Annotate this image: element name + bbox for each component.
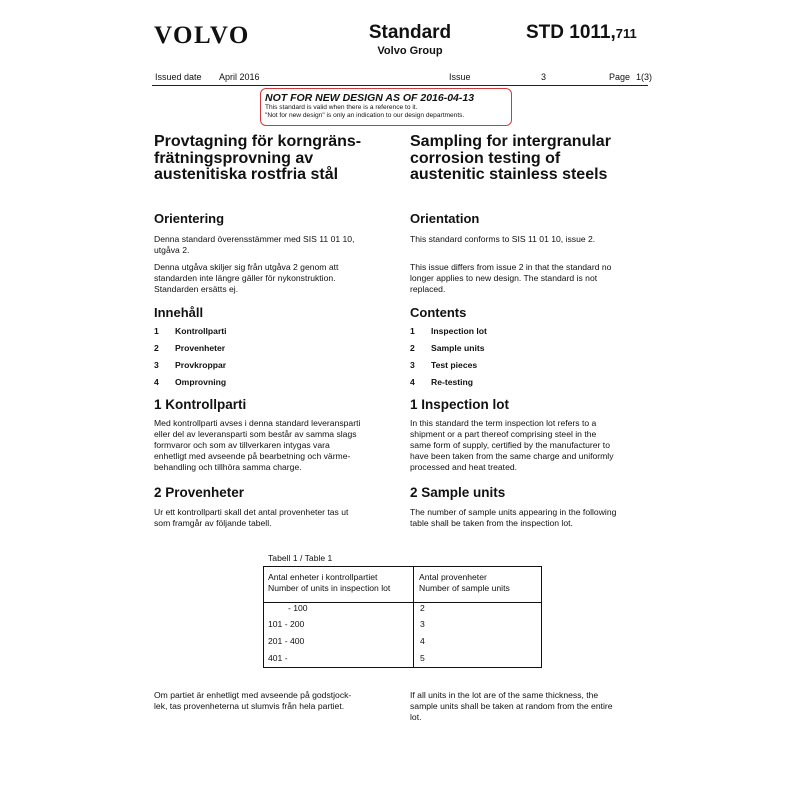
volvo-logo: VOLVO <box>154 22 250 49</box>
swedish-contents-heading: Innehåll <box>154 305 204 320</box>
document-number-suffix: 711 <box>615 26 637 41</box>
title-line: corrosion testing of <box>410 149 561 167</box>
text-line: Denna standard överensstämmer med SIS 11 01 10, <box>154 234 355 244</box>
text-line: standarden inte längre gäller för nykonstruktion. <box>154 273 336 283</box>
toc-item-test-pieces[interactable]: Test pieces <box>431 360 478 370</box>
issued-date-value: April 2016 <box>219 72 260 82</box>
text-line: same form of supply, certified by the manufacturer to <box>410 440 610 450</box>
not-for-new-design-stamp <box>260 88 512 126</box>
text-line: Om partiet är enhetligt med avseende på godstjock- <box>154 690 352 700</box>
swedish-document-title <box>154 134 394 184</box>
text-line: enhetligt med avseende på bearbetning och värme- <box>154 451 351 461</box>
swedish-orientation-paragraph-1 <box>154 234 394 256</box>
issued-date-label: Issued date <box>155 72 202 82</box>
text-line: processed and heat treated. <box>410 462 518 472</box>
table-cell-units: 4 <box>420 636 425 646</box>
text-line: Ur ett kontrollparti skall det antal provenheter tas ut <box>154 507 349 517</box>
english-contents-heading: Contents <box>410 305 467 320</box>
toc-item-provenheter[interactable]: Provenheter <box>175 343 226 353</box>
stamp-line: This standard is valid when there is a reference to it. <box>265 104 418 111</box>
stamp-line: "Not for new design" is only an indication to our design departments. <box>265 112 465 119</box>
page-label: Page <box>609 72 631 82</box>
swedish-footer-text <box>154 690 394 712</box>
english-document-title <box>410 134 650 184</box>
table-cell-range: 101 - 200 <box>268 619 305 629</box>
text-line: table shall be taken from the inspection lot. <box>410 518 573 528</box>
toc-item-sample-units[interactable]: Sample units <box>431 343 485 353</box>
toc-item-inspection-lot[interactable]: Inspection lot <box>431 326 487 336</box>
title-line: Provtagning för korngräns- <box>154 133 362 150</box>
text-line: behandling och tillhöra samma charge. <box>154 462 302 472</box>
toc-item-re-testing[interactable]: Re-testing <box>431 377 474 387</box>
text-line: lot. <box>410 712 422 722</box>
text-line: utgåva 2. <box>154 245 190 255</box>
english-orientation-heading: Orientation <box>410 211 480 226</box>
toc-number: 4 <box>410 377 415 387</box>
header-divider <box>152 85 648 86</box>
toc-number: 4 <box>154 377 159 387</box>
standard-title: Standard <box>368 22 452 43</box>
toc-number: 3 <box>154 360 159 370</box>
table-cell-units: 2 <box>420 603 425 613</box>
stamp-title: NOT FOR NEW DESIGN AS OF 2016-04-13 <box>265 92 475 104</box>
page-value: 1(3) <box>636 72 653 82</box>
toc-number: 2 <box>410 343 415 353</box>
text-line: Denna utgåva skiljer sig från utgåva 2 genom att <box>154 262 339 272</box>
english-section-2-heading: 2 Sample units <box>410 485 506 500</box>
toc-number: 1 <box>410 326 415 336</box>
title-line: austenitic stainless steels <box>410 166 608 183</box>
table-header-col1-en: Number of units in inspection lot <box>268 583 391 593</box>
document-number <box>526 22 637 44</box>
toc-number: 1 <box>154 326 159 336</box>
english-section-2-text <box>410 507 650 529</box>
toc-item-provkroppar[interactable]: Provkroppar <box>175 360 227 370</box>
text-line: have been taken from the same charge and uniformly <box>410 451 614 461</box>
swedish-orientation-paragraph-2 <box>154 262 394 295</box>
english-orientation-paragraph-2 <box>410 262 650 295</box>
text-line: lek, tas provenheterna ut slumvis från hela partiet. <box>154 701 345 711</box>
swedish-section-1-heading: 1 Kontrollparti <box>154 397 247 412</box>
swedish-section-2-heading: 2 Provenheter <box>154 485 245 500</box>
text-line: sample units shall be taken at random from the entire <box>410 701 613 711</box>
issue-value: 3 <box>541 72 547 82</box>
title-line: austenitiska rostfria stål <box>154 166 339 183</box>
text-line: eller del av leveransparti som består av samma slags <box>154 429 357 439</box>
table-header-col2-sv: Antal provenheter <box>419 572 487 582</box>
toc-number: 3 <box>410 360 415 370</box>
table-cell-range: 401 - <box>268 653 288 663</box>
english-section-1-heading: 1 Inspection lot <box>410 397 510 412</box>
toc-item-kontrollparti[interactable]: Kontrollparti <box>175 326 227 336</box>
swedish-section-2-text <box>154 507 394 529</box>
text-line: The number of sample units appearing in the following <box>410 507 617 517</box>
table-cell-range: - 100 <box>288 603 308 613</box>
english-section-1-text <box>410 418 650 473</box>
text-line: som framgår av följande tabell. <box>154 518 272 528</box>
text-line: If all units in the lot are of the same thickness, the <box>410 690 599 700</box>
swedish-orientation-heading: Orientering <box>154 211 225 226</box>
table-cell-range: 201 - 400 <box>268 636 305 646</box>
text-line: Standarden ersätts ej. <box>154 284 239 294</box>
table-header-col2-en: Number of sample units <box>419 583 510 593</box>
title-line: frätningsprovning av <box>154 149 314 167</box>
text-line: Med kontrollparti avses i denna standard leveransparti <box>154 418 361 428</box>
table-cell-units: 5 <box>420 653 425 663</box>
table-caption: Tabell 1 / Table 1 <box>268 553 333 563</box>
text-line: shipment or a part thereof comprising steel in the <box>410 429 597 439</box>
text-line: In this standard the term inspection lot refers to a <box>410 418 597 428</box>
text-line: formvaror och som av tillverkaren intygas vara <box>154 440 330 450</box>
title-line: Sampling for intergranular <box>410 133 611 150</box>
text-line: replaced. <box>410 284 446 294</box>
toc-number: 2 <box>154 343 159 353</box>
english-footer-text <box>410 690 650 723</box>
text-line: longer applies to new design. The standard is not <box>410 273 598 283</box>
table-cell-units: 3 <box>420 619 425 629</box>
text-line: This issue differs from issue 2 in that the standard no <box>410 262 612 272</box>
text-line: This standard conforms to SIS 11 01 10, issue 2. <box>410 234 596 244</box>
standard-group: Volvo Group <box>377 45 443 57</box>
english-orientation-paragraph-1 <box>410 234 650 245</box>
toc-item-omprovning[interactable]: Omprovning <box>175 377 227 387</box>
table-column-divider <box>413 566 414 668</box>
issue-label: Issue <box>449 72 471 82</box>
document-number-main: STD 1011, <box>526 22 616 43</box>
table-header-col1-sv: Antal enheter i kontrollpartiet <box>268 572 378 582</box>
swedish-section-1-text <box>154 418 394 473</box>
